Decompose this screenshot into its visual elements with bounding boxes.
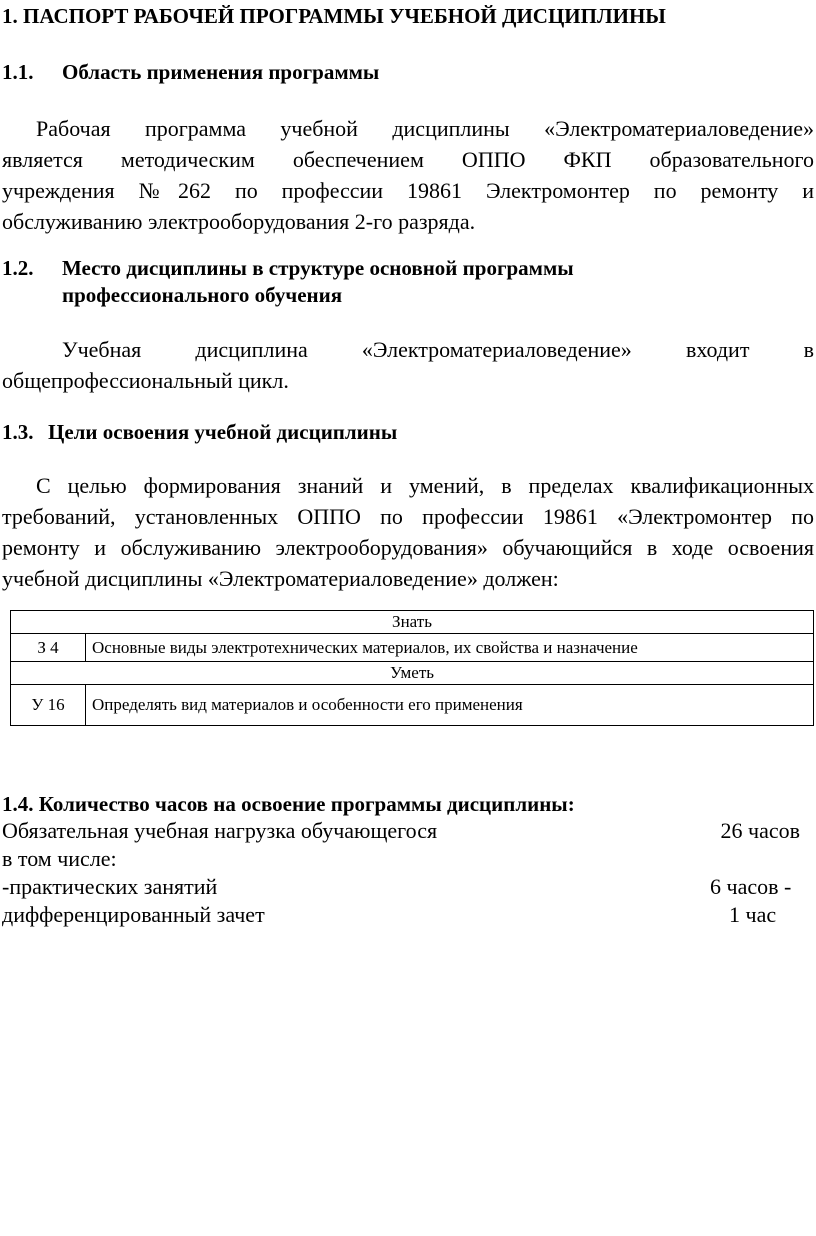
section-1-1-line-4: обслуживанию электрооборудования 2-го разряда. — [2, 209, 476, 234]
know-header: Знать — [11, 611, 814, 634]
section-1-2-line-1: Учебная дисциплина «Электроматериаловедение» входит в — [62, 337, 814, 362]
section-1-2-number: 1.2. — [2, 256, 34, 280]
table-row — [11, 634, 814, 662]
hours-row-1-label: Обязательная учебная нагрузка обучающегося — [2, 818, 438, 843]
section-1-3-line-3: ремонту и обслуживанию электрооборудования» обучающийся в ходе освоения — [2, 535, 814, 560]
section-1-1-line-3: учреждения №262 по профессии 19861 Электромонтер по ремонту и — [2, 178, 814, 203]
skill-header: Уметь — [11, 662, 814, 685]
section-1-1-number: 1.1. — [2, 60, 34, 84]
section-1-2-line-2: общепрофессиональный цикл. — [2, 368, 289, 393]
know-text: Основные виды электротехнических материалов, их свойства и назначение — [86, 634, 814, 662]
section-1-1-line-2: является методическим обеспечением ОППО ФКП образовательного — [2, 147, 814, 172]
section-1-1-heading: Область применения программы — [62, 60, 380, 84]
section-1-3-line-4: учебной дисциплины «Электроматериаловедение» должен: — [2, 566, 559, 591]
section-1-4-heading: 1.4. Количество часов на освоение программы дисциплины: — [2, 792, 575, 816]
hours-row-3-value: 6 часов - — [710, 874, 792, 899]
section-1-3-line-2: требований, установленных ОППО по профессии 19861 «Электромонтер по — [2, 504, 814, 529]
section-1-1-line-1: Рабочая программа учебной дисциплины «Электроматериаловедение» — [36, 116, 814, 141]
hours-row-4-label: дифференцированный зачет — [2, 902, 265, 927]
hours-row-1-value: 26 часов — [720, 818, 800, 843]
hours-row-3-label: -практических занятий — [2, 874, 218, 899]
section-1-2-heading-line-2: профессионального обучения — [62, 283, 343, 307]
section-1-3-number: 1.3. — [2, 420, 34, 444]
section-1-2-heading-line-1: Место дисциплины в структуре основной программы — [62, 256, 574, 280]
hours-row-2-label: в том числе: — [2, 846, 117, 871]
skill-text: Определять вид материалов и особенности его применения — [86, 685, 814, 726]
section-1-3-heading: Цели освоения учебной дисциплины — [48, 420, 398, 444]
skill-code: У 16 — [11, 685, 86, 726]
competency-table — [10, 610, 814, 726]
know-code: З 4 — [11, 634, 86, 662]
section-1-3-line-1: С целью формирования знаний и умений, в пределах квалификационных — [36, 473, 814, 498]
hours-row-4-value: 1 час — [729, 902, 777, 927]
page-title: 1. ПАСПОРТ РАБОЧЕЙ ПРОГРАММЫ УЧЕБНОЙ ДИСЦИПЛИНЫ — [2, 4, 666, 28]
table-row — [11, 685, 814, 726]
